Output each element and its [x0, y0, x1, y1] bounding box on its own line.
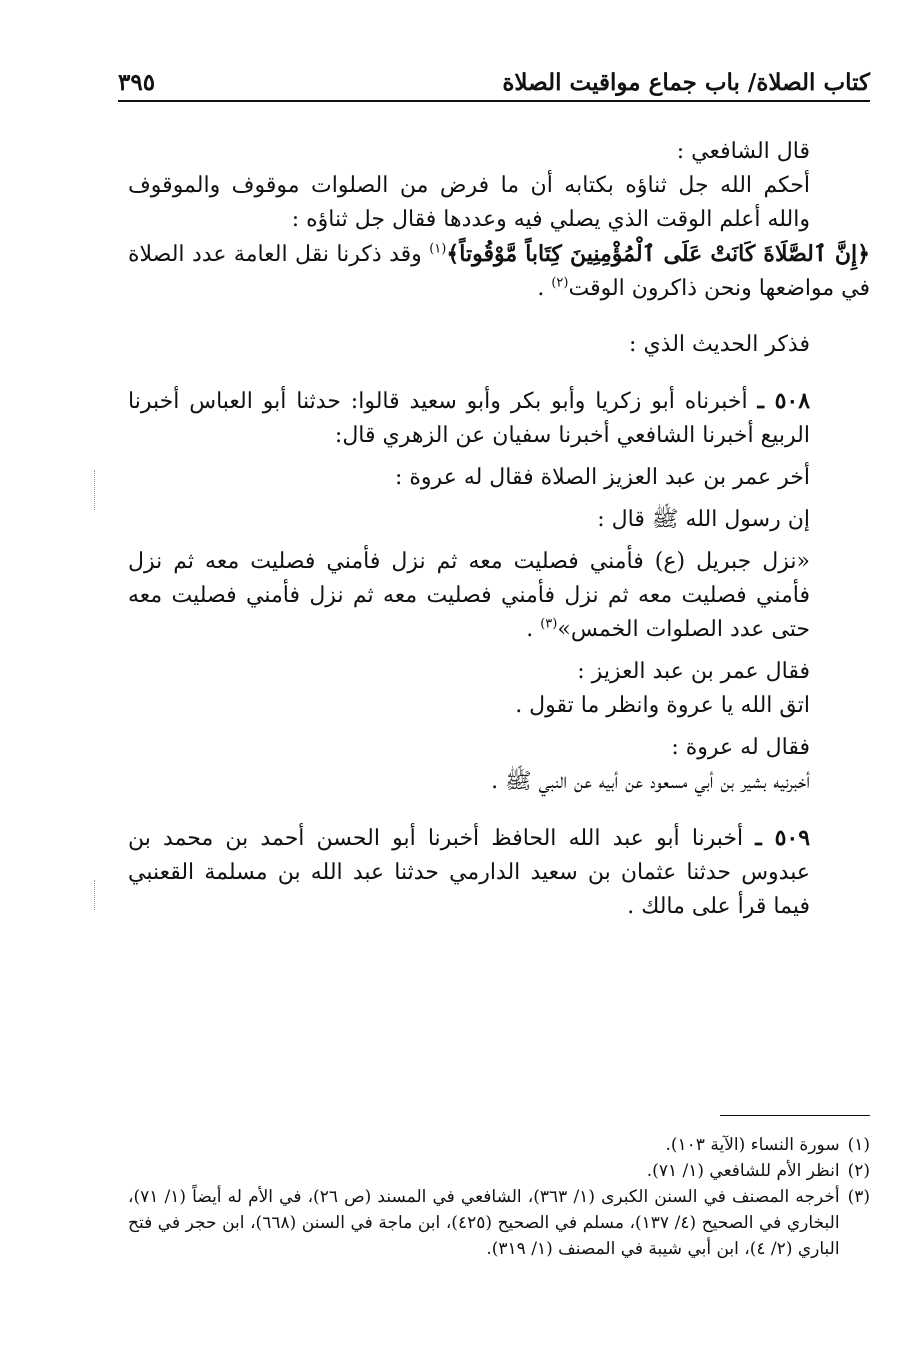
hadith-number-509: ٥٠٩ ـ	[755, 825, 811, 851]
footnote-text: انظر الأم للشافعي (١/ ٧١).	[646, 1161, 840, 1181]
paragraph-jibril	[128, 545, 870, 647]
paragraph-messenger-said: إن رسول الله ﷺ قال :	[597, 507, 810, 532]
footnote-1	[128, 1132, 870, 1158]
footnote-separator	[720, 1115, 870, 1116]
paragraph-fear-allah: اتق الله يا عروة وانظر ما تقول .	[515, 693, 810, 718]
paragraph-quran-rest: وقد ذكرنا نقل العامة عدد الصلاة في مواضعها ونحن ذاكرون الوقت	[128, 242, 870, 301]
paragraph-umar-delay: أخر عمر بن عبد العزيز الصلاة فقال له عروة :	[395, 465, 810, 490]
footnote-number: (١)	[847, 1135, 870, 1155]
margin-dots	[94, 880, 97, 910]
footnote-text: أخرجه المصنف في السنن الكبرى (١/ ٣٦٣)، الشافعي في المسند (ص ٢٦)، في الأم له أيضاً (١/ ٧١)، البخاري في الصحيح (٤/ ١٣٧)، مسلم في الصحيح (٤٢٥)، ابن ماجة في السنن (٦٦٨)، ابن حجر في فتح الباري (٢/ ٤)، ابن أبي شيبة في المصنف (١/ ٣١٩).	[128, 1187, 840, 1259]
jibril-text: «نزل جبريل (ع) فأمني فصليت معه ثم نزل فأمني فصليت معه ثم نزل فأمني فصليت معه ثم نزل فأمني فصليت معه ثم نزل فأمني فصليت معه حتى عدد الصلوات الخمس»	[128, 549, 810, 642]
footnote-number: (٢)	[847, 1161, 870, 1181]
header-title: كتاب الصلاة/ باب جماع مواقيت الصلاة	[502, 68, 870, 96]
footnote-ref-2: (٢)	[551, 275, 569, 291]
paragraph-bashir: أخبرنيه بشير بن أبي مسعود عن أبيه عن النبي ﷺ .	[491, 769, 810, 794]
main-text	[128, 135, 870, 924]
quran-verse: ﴿إِنَّ ٱلصَّلَاةَ كَانَتْ عَلَى ٱلْمُؤْمِنِينَ كِتَاباً مَّوْقُوتاً﴾	[446, 241, 871, 267]
hadith-508-text: أخبرناه أبو زكريا وأبو بكر وأبو سعيد قالوا: حدثنا أبو العباس أخبرنا الربيع أخبرنا الشافعي أخبرنا سفيان عن الزهري قال:	[128, 389, 810, 448]
paragraph-urwa-said: فقال له عروة :	[671, 735, 810, 760]
footnote-number: (٣)	[847, 1187, 870, 1207]
hadith-509	[128, 821, 870, 924]
hadith-508	[128, 384, 870, 453]
footnote-text: سورة النساء (الآية ١٠٣).	[665, 1135, 840, 1155]
jibril-end: .	[526, 617, 541, 642]
margin-dots	[94, 470, 97, 510]
hadith-number-508: ٥٠٨ ـ	[757, 388, 811, 414]
footnote-ref-1: (١)	[429, 241, 447, 257]
paragraph-shafii-said: قال الشافعي :	[676, 139, 810, 164]
running-header	[118, 64, 870, 102]
footnotes	[128, 1132, 870, 1262]
footnote-ref-3: (٣)	[540, 616, 558, 632]
paragraph-hadith-mention: فذكر الحديث الذي :	[629, 332, 810, 357]
hadith-509-text: أخبرنا أبو عبد الله الحافظ أخبرنا أبو الحسن أحمد بن محمد بن عبدوس حدثنا عثمان بن سعيد الدارمي حدثنا عبد الله بن مسلمة القعنبي فيما قرأ على مالك .	[128, 826, 810, 919]
footnote-3	[128, 1184, 870, 1262]
paragraph-quran	[128, 237, 870, 306]
paragraph-quran-end: .	[537, 276, 552, 301]
footnote-2	[128, 1158, 870, 1184]
page-number: ٣٩٥	[118, 68, 156, 96]
paragraph-ahkam: أحكم الله جل ثناؤه بكتابه أن ما فرض من الصلوات موقوف والموقوف والله أعلم الوقت الذي يصلي فيه وعددها فقال جل ثناؤه :	[128, 173, 810, 232]
paragraph-umar-said: فقال عمر بن عبد العزيز :	[577, 659, 810, 684]
